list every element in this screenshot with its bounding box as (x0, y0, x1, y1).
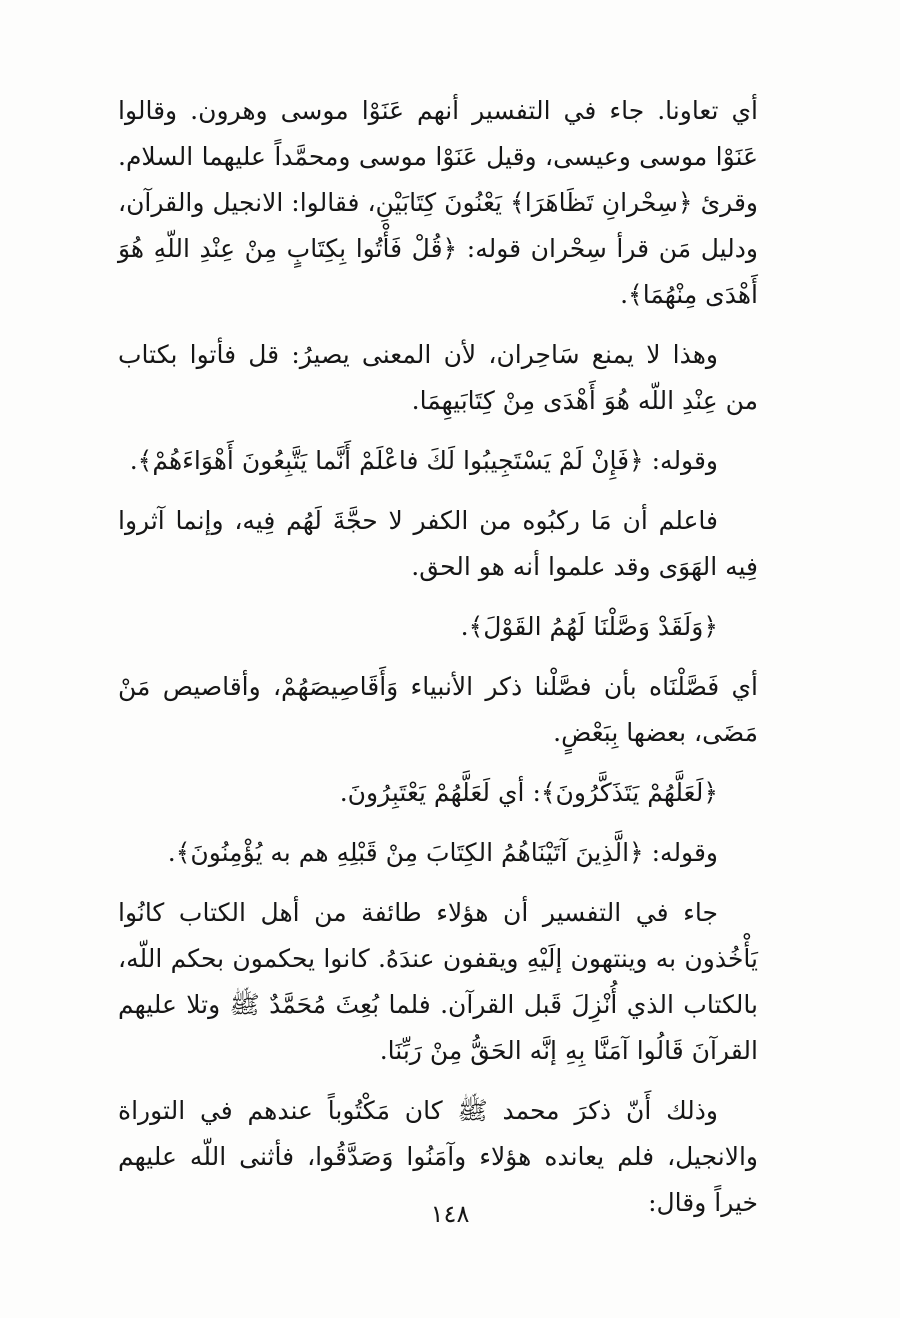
paragraph-7: ﴿لَعَلَّهُمْ يَتَذَكَّرُونَ﴾: أي لَعَلَّهُمْ يَعْتَبِرُونَ. (339, 778, 718, 807)
paragraph-9: جاء في التفسير أن هؤلاء طائفة من أهل الكتاب كانُوا يَأْخُذون به وينتهون إلَيْهِ ويقفون عندَهُ. كانوا يحكمون بحكم اللّه، بالكتاب الذي أُنْزِلَ قَبل القرآن. فلما بُعِثَ مُحَمَّدٌ ﷺ وتلا عليهم القرآنَ قَالُوا آمَنَّا بِهِ إنَّه الحَقُّ مِنْ رَبِّنَا. (118, 898, 758, 1065)
paragraph-10: وذلك أَنّ ذكرَ محمد ﷺ كان مَكْتُوباً عندهم في التوراة والانجيل، فلم يعانده هؤلاء وآمَنُوا وَصَدَّقُوا، فأثنى اللّه عليهم خيراً وقال: (118, 1096, 758, 1217)
paragraph-5: ﴿وَلَقَدْ وَصَّلْنَا لَهُمُ القَوْلَ﴾. (460, 612, 718, 641)
paragraph-1: أي تعاونا. جاء في التفسير أنهم عَنَوْا موسى وهرون. وقالوا عَنَوْا موسى وعيسى، وقيل عَنَوْا موسى ومحمَّداً عليهما السلام. وقرئ ﴿سِحْرانِ تَظَاهَرَا﴾ يَعْنُونَ كِتَابَيْنِ، فقالوا: الانجيل والقرآن، ودليل مَن قرأ سِحْران قوله: ﴿قُلْ فَأْتُوا بِكِتَابٍ مِنْ عِنْدِ اللّهِ هُوَ أَهْدَى مِنْهُمَا﴾. (118, 96, 758, 309)
paragraph-3: وقوله: ﴿فَإِنْ لَمْ يَسْتَجِيبُوا لَكَ فاعْلَمْ أَنَّما يَتَّبِعُونَ أَهْوَاءَهُمْ﴾. (129, 446, 718, 475)
page-number: ١٤٨ (430, 1200, 470, 1228)
paragraph-6: أي فَصَّلْنَاه بأن فصَّلْنا ذكر الأنبياء وَأَقَاصِيصَهُمْ، وأقاصيص مَنْ مَضَى، بعضها بِبَعْضٍ. (118, 672, 758, 747)
paragraph-4: فاعلم أن مَا ركبُوه من الكفر لا حجَّةَ لَهُم فِيه، وإنما آثروا فِيه الهَوَى وقد علموا أنه هو الحق. (118, 506, 758, 581)
body-text (118, 88, 758, 1240)
paragraph-8: وقوله: ﴿الَّذِينَ آتَيْنَاهُمُ الكِتَابَ مِنْ قَبْلِهِ هم به يُؤْمِنُونَ﴾. (167, 838, 718, 867)
paragraph-2: وهذا لا يمنع سَاحِران، لأن المعنى يصيرُ: قل فأتوا بكتاب من عِنْدِ اللّه هُوَ أَهْدَى مِنْ كِتَابَيهِمَا. (118, 340, 758, 415)
